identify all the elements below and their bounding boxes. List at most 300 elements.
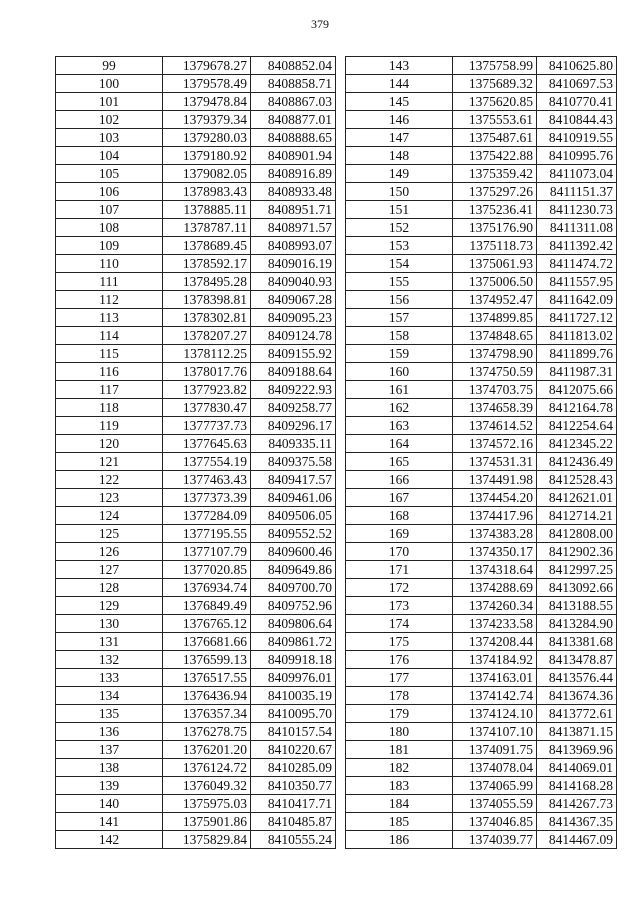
- table-row: [56, 651, 336, 669]
- x-coordinate-cell: 1374288.69: [453, 579, 537, 597]
- point-number-cell: 152: [346, 219, 453, 237]
- x-coordinate-cell: 1378592.17: [163, 255, 251, 273]
- point-number-cell: 126: [56, 543, 163, 561]
- y-coordinate-cell: 8410157.54: [251, 723, 336, 741]
- x-coordinate-cell: 1376681.66: [163, 633, 251, 651]
- y-coordinate-cell: 8411987.31: [537, 363, 617, 381]
- point-number-cell: 174: [346, 615, 453, 633]
- table-row: [346, 165, 617, 183]
- table-row: [56, 633, 336, 651]
- y-coordinate-cell: 8409296.17: [251, 417, 336, 435]
- x-coordinate-cell: 1374350.17: [453, 543, 537, 561]
- x-coordinate-cell: 1377645.63: [163, 435, 251, 453]
- y-coordinate-cell: 8409222.93: [251, 381, 336, 399]
- table-row: [346, 723, 617, 741]
- coordinates-table-left-body: [56, 57, 336, 849]
- point-number-cell: 153: [346, 237, 453, 255]
- x-coordinate-cell: 1375236.41: [453, 201, 537, 219]
- table-row: [56, 525, 336, 543]
- table-row: [346, 417, 617, 435]
- x-coordinate-cell: 1378302.81: [163, 309, 251, 327]
- x-coordinate-cell: 1374703.75: [453, 381, 537, 399]
- x-coordinate-cell: 1378398.81: [163, 291, 251, 309]
- y-coordinate-cell: 8410844.43: [537, 111, 617, 129]
- point-number-cell: 176: [346, 651, 453, 669]
- point-number-cell: 110: [56, 255, 163, 273]
- table-row: [346, 543, 617, 561]
- point-number-cell: 146: [346, 111, 453, 129]
- y-coordinate-cell: 8409752.96: [251, 597, 336, 615]
- table-row: [346, 219, 617, 237]
- table-row: [346, 183, 617, 201]
- table-row: [346, 93, 617, 111]
- table-row: [56, 345, 336, 363]
- x-coordinate-cell: 1378207.27: [163, 327, 251, 345]
- x-coordinate-cell: 1374899.85: [453, 309, 537, 327]
- y-coordinate-cell: 8413381.68: [537, 633, 617, 651]
- x-coordinate-cell: 1375689.32: [453, 75, 537, 93]
- y-coordinate-cell: 8414467.09: [537, 831, 617, 849]
- table-row: [56, 273, 336, 291]
- point-number-cell: 131: [56, 633, 163, 651]
- y-coordinate-cell: 8411474.72: [537, 255, 617, 273]
- table-row: [56, 579, 336, 597]
- table-row: [56, 777, 336, 795]
- x-coordinate-cell: 1378112.25: [163, 345, 251, 363]
- table-row: [56, 327, 336, 345]
- x-coordinate-cell: 1375620.85: [453, 93, 537, 111]
- x-coordinate-cell: 1374454.20: [453, 489, 537, 507]
- y-coordinate-cell: 8410697.53: [537, 75, 617, 93]
- y-coordinate-cell: 8408971.57: [251, 219, 336, 237]
- x-coordinate-cell: 1374046.85: [453, 813, 537, 831]
- y-coordinate-cell: 8408888.65: [251, 129, 336, 147]
- point-number-cell: 172: [346, 579, 453, 597]
- x-coordinate-cell: 1374124.10: [453, 705, 537, 723]
- y-coordinate-cell: 8410285.09: [251, 759, 336, 777]
- y-coordinate-cell: 8409976.01: [251, 669, 336, 687]
- table-row: [56, 687, 336, 705]
- y-coordinate-cell: 8409258.77: [251, 399, 336, 417]
- x-coordinate-cell: 1376124.72: [163, 759, 251, 777]
- table-row: [56, 93, 336, 111]
- y-coordinate-cell: 8412997.25: [537, 561, 617, 579]
- point-number-cell: 135: [56, 705, 163, 723]
- point-number-cell: 148: [346, 147, 453, 165]
- x-coordinate-cell: 1379478.84: [163, 93, 251, 111]
- point-number-cell: 177: [346, 669, 453, 687]
- y-coordinate-cell: 8413969.96: [537, 741, 617, 759]
- table-row: [56, 219, 336, 237]
- point-number-cell: 156: [346, 291, 453, 309]
- x-coordinate-cell: 1375975.03: [163, 795, 251, 813]
- point-number-cell: 160: [346, 363, 453, 381]
- x-coordinate-cell: 1379082.05: [163, 165, 251, 183]
- coordinates-table-right: [345, 56, 617, 849]
- point-number-cell: 141: [56, 813, 163, 831]
- y-coordinate-cell: 8408933.48: [251, 183, 336, 201]
- table-row: [346, 507, 617, 525]
- y-coordinate-cell: 8409861.72: [251, 633, 336, 651]
- point-number-cell: 184: [346, 795, 453, 813]
- y-coordinate-cell: 8409506.05: [251, 507, 336, 525]
- x-coordinate-cell: 1375487.61: [453, 129, 537, 147]
- y-coordinate-cell: 8408858.71: [251, 75, 336, 93]
- y-coordinate-cell: 8413674.36: [537, 687, 617, 705]
- x-coordinate-cell: 1378885.11: [163, 201, 251, 219]
- y-coordinate-cell: 8412621.01: [537, 489, 617, 507]
- table-row: [56, 147, 336, 165]
- y-coordinate-cell: 8411813.02: [537, 327, 617, 345]
- x-coordinate-cell: 1377554.19: [163, 453, 251, 471]
- x-coordinate-cell: 1374142.74: [453, 687, 537, 705]
- point-number-cell: 106: [56, 183, 163, 201]
- x-coordinate-cell: 1374107.10: [453, 723, 537, 741]
- x-coordinate-cell: 1376278.75: [163, 723, 251, 741]
- y-coordinate-cell: 8409375.58: [251, 453, 336, 471]
- table-row: [346, 633, 617, 651]
- table-row: [346, 453, 617, 471]
- point-number-cell: 130: [56, 615, 163, 633]
- x-coordinate-cell: 1374318.64: [453, 561, 537, 579]
- point-number-cell: 134: [56, 687, 163, 705]
- x-coordinate-cell: 1375297.26: [453, 183, 537, 201]
- x-coordinate-cell: 1376436.94: [163, 687, 251, 705]
- table-row: [56, 723, 336, 741]
- y-coordinate-cell: 8412714.21: [537, 507, 617, 525]
- point-number-cell: 104: [56, 147, 163, 165]
- x-coordinate-cell: 1374383.28: [453, 525, 537, 543]
- table-row: [346, 579, 617, 597]
- point-number-cell: 114: [56, 327, 163, 345]
- point-number-cell: 151: [346, 201, 453, 219]
- table-row: [346, 327, 617, 345]
- point-number-cell: 157: [346, 309, 453, 327]
- point-number-cell: 121: [56, 453, 163, 471]
- point-number-cell: 116: [56, 363, 163, 381]
- x-coordinate-cell: 1375422.88: [453, 147, 537, 165]
- y-coordinate-cell: 8408993.07: [251, 237, 336, 255]
- x-coordinate-cell: 1379280.03: [163, 129, 251, 147]
- table-row: [56, 435, 336, 453]
- table-row: [346, 309, 617, 327]
- x-coordinate-cell: 1374078.04: [453, 759, 537, 777]
- table-row: [56, 597, 336, 615]
- x-coordinate-cell: 1376849.49: [163, 597, 251, 615]
- table-row: [56, 669, 336, 687]
- table-row: [56, 291, 336, 309]
- table-row: [56, 741, 336, 759]
- table-row: [346, 813, 617, 831]
- point-number-cell: 175: [346, 633, 453, 651]
- table-row: [346, 687, 617, 705]
- point-number-cell: 118: [56, 399, 163, 417]
- table-row: [56, 561, 336, 579]
- x-coordinate-cell: 1374572.16: [453, 435, 537, 453]
- page-number: 379: [311, 17, 329, 31]
- point-number-cell: 179: [346, 705, 453, 723]
- point-number-cell: 150: [346, 183, 453, 201]
- table-row: [346, 345, 617, 363]
- y-coordinate-cell: 8413871.15: [537, 723, 617, 741]
- table-row: [56, 111, 336, 129]
- point-number-cell: 127: [56, 561, 163, 579]
- x-coordinate-cell: 1377284.09: [163, 507, 251, 525]
- y-coordinate-cell: 8410625.80: [537, 57, 617, 75]
- x-coordinate-cell: 1376517.55: [163, 669, 251, 687]
- y-coordinate-cell: 8409806.64: [251, 615, 336, 633]
- y-coordinate-cell: 8413772.61: [537, 705, 617, 723]
- point-number-cell: 133: [56, 669, 163, 687]
- x-coordinate-cell: 1375553.61: [453, 111, 537, 129]
- point-number-cell: 140: [56, 795, 163, 813]
- table-row: [56, 471, 336, 489]
- y-coordinate-cell: 8412902.36: [537, 543, 617, 561]
- point-number-cell: 103: [56, 129, 163, 147]
- point-number-cell: 105: [56, 165, 163, 183]
- x-coordinate-cell: 1374065.99: [453, 777, 537, 795]
- point-number-cell: 183: [346, 777, 453, 795]
- x-coordinate-cell: 1379578.49: [163, 75, 251, 93]
- point-number-cell: 129: [56, 597, 163, 615]
- x-coordinate-cell: 1375006.50: [453, 273, 537, 291]
- coordinates-table-right-body: [346, 57, 617, 849]
- table-row: [346, 129, 617, 147]
- x-coordinate-cell: 1379678.27: [163, 57, 251, 75]
- x-coordinate-cell: 1376765.12: [163, 615, 251, 633]
- y-coordinate-cell: 8409124.78: [251, 327, 336, 345]
- y-coordinate-cell: 8408916.89: [251, 165, 336, 183]
- y-coordinate-cell: 8409461.06: [251, 489, 336, 507]
- x-coordinate-cell: 1375176.90: [453, 219, 537, 237]
- x-coordinate-cell: 1374798.90: [453, 345, 537, 363]
- y-coordinate-cell: 8411727.12: [537, 309, 617, 327]
- y-coordinate-cell: 8412075.66: [537, 381, 617, 399]
- x-coordinate-cell: 1377195.55: [163, 525, 251, 543]
- point-number-cell: 123: [56, 489, 163, 507]
- point-number-cell: 128: [56, 579, 163, 597]
- y-coordinate-cell: 8413576.44: [537, 669, 617, 687]
- y-coordinate-cell: 8411311.08: [537, 219, 617, 237]
- point-number-cell: 99: [56, 57, 163, 75]
- table-row: [56, 75, 336, 93]
- y-coordinate-cell: 8413188.55: [537, 597, 617, 615]
- x-coordinate-cell: 1374260.34: [453, 597, 537, 615]
- x-coordinate-cell: 1374848.65: [453, 327, 537, 345]
- y-coordinate-cell: 8411899.76: [537, 345, 617, 363]
- y-coordinate-cell: 8409417.57: [251, 471, 336, 489]
- table-row: [346, 435, 617, 453]
- table-row: [346, 363, 617, 381]
- table-row: [346, 273, 617, 291]
- table-row: [346, 399, 617, 417]
- table-row: [346, 381, 617, 399]
- table-row: [346, 471, 617, 489]
- table-row: [56, 381, 336, 399]
- point-number-cell: 161: [346, 381, 453, 399]
- x-coordinate-cell: 1377830.47: [163, 399, 251, 417]
- y-coordinate-cell: 8411151.37: [537, 183, 617, 201]
- x-coordinate-cell: 1378017.76: [163, 363, 251, 381]
- table-row: [56, 309, 336, 327]
- table-row: [346, 759, 617, 777]
- x-coordinate-cell: 1377107.79: [163, 543, 251, 561]
- x-coordinate-cell: 1374952.47: [453, 291, 537, 309]
- x-coordinate-cell: 1374491.98: [453, 471, 537, 489]
- point-number-cell: 102: [56, 111, 163, 129]
- y-coordinate-cell: 8409552.52: [251, 525, 336, 543]
- point-number-cell: 186: [346, 831, 453, 849]
- point-number-cell: 163: [346, 417, 453, 435]
- x-coordinate-cell: 1376201.20: [163, 741, 251, 759]
- table-row: [346, 237, 617, 255]
- y-coordinate-cell: 8410417.71: [251, 795, 336, 813]
- point-number-cell: 138: [56, 759, 163, 777]
- table-row: [56, 759, 336, 777]
- y-coordinate-cell: 8408877.01: [251, 111, 336, 129]
- y-coordinate-cell: 8408901.94: [251, 147, 336, 165]
- coordinates-table-left: [55, 56, 336, 849]
- x-coordinate-cell: 1375359.42: [453, 165, 537, 183]
- point-number-cell: 111: [56, 273, 163, 291]
- y-coordinate-cell: 8410350.77: [251, 777, 336, 795]
- point-number-cell: 139: [56, 777, 163, 795]
- x-coordinate-cell: 1377020.85: [163, 561, 251, 579]
- table-row: [346, 831, 617, 849]
- table-row: [56, 543, 336, 561]
- y-coordinate-cell: 8411392.42: [537, 237, 617, 255]
- x-coordinate-cell: 1376934.74: [163, 579, 251, 597]
- x-coordinate-cell: 1374614.52: [453, 417, 537, 435]
- y-coordinate-cell: 8414069.01: [537, 759, 617, 777]
- point-number-cell: 109: [56, 237, 163, 255]
- y-coordinate-cell: 8409155.92: [251, 345, 336, 363]
- table-row: [56, 363, 336, 381]
- x-coordinate-cell: 1374208.44: [453, 633, 537, 651]
- x-coordinate-cell: 1377463.43: [163, 471, 251, 489]
- point-number-cell: 173: [346, 597, 453, 615]
- point-number-cell: 167: [346, 489, 453, 507]
- table-row: [56, 417, 336, 435]
- point-number-cell: 101: [56, 93, 163, 111]
- y-coordinate-cell: 8410035.19: [251, 687, 336, 705]
- table-row: [56, 705, 336, 723]
- x-coordinate-cell: 1374531.31: [453, 453, 537, 471]
- y-coordinate-cell: 8414367.35: [537, 813, 617, 831]
- y-coordinate-cell: 8412528.43: [537, 471, 617, 489]
- point-number-cell: 145: [346, 93, 453, 111]
- y-coordinate-cell: 8410095.70: [251, 705, 336, 723]
- y-coordinate-cell: 8410555.24: [251, 831, 336, 849]
- table-row: [56, 615, 336, 633]
- table-row: [56, 57, 336, 75]
- point-number-cell: 185: [346, 813, 453, 831]
- y-coordinate-cell: 8409188.64: [251, 363, 336, 381]
- table-row: [56, 813, 336, 831]
- x-coordinate-cell: 1378495.28: [163, 273, 251, 291]
- point-number-cell: 155: [346, 273, 453, 291]
- y-coordinate-cell: 8414168.28: [537, 777, 617, 795]
- y-coordinate-cell: 8411230.73: [537, 201, 617, 219]
- y-coordinate-cell: 8412254.64: [537, 417, 617, 435]
- point-number-cell: 142: [56, 831, 163, 849]
- x-coordinate-cell: 1374055.59: [453, 795, 537, 813]
- x-coordinate-cell: 1374091.75: [453, 741, 537, 759]
- point-number-cell: 165: [346, 453, 453, 471]
- y-coordinate-cell: 8410485.87: [251, 813, 336, 831]
- x-coordinate-cell: 1378689.45: [163, 237, 251, 255]
- table-row: [56, 507, 336, 525]
- x-coordinate-cell: 1374750.59: [453, 363, 537, 381]
- table-row: [56, 795, 336, 813]
- x-coordinate-cell: 1375758.99: [453, 57, 537, 75]
- x-coordinate-cell: 1374233.58: [453, 615, 537, 633]
- table-row: [346, 561, 617, 579]
- point-number-cell: 117: [56, 381, 163, 399]
- x-coordinate-cell: 1379379.34: [163, 111, 251, 129]
- point-number-cell: 113: [56, 309, 163, 327]
- y-coordinate-cell: 8413284.90: [537, 615, 617, 633]
- table-row: [346, 615, 617, 633]
- x-coordinate-cell: 1375061.93: [453, 255, 537, 273]
- table-row: [346, 57, 617, 75]
- x-coordinate-cell: 1377737.73: [163, 417, 251, 435]
- x-coordinate-cell: 1375829.84: [163, 831, 251, 849]
- y-coordinate-cell: 8409918.18: [251, 651, 336, 669]
- table-row: [56, 831, 336, 849]
- x-coordinate-cell: 1374163.01: [453, 669, 537, 687]
- point-number-cell: 158: [346, 327, 453, 345]
- x-coordinate-cell: 1376599.13: [163, 651, 251, 669]
- y-coordinate-cell: 8410220.67: [251, 741, 336, 759]
- y-coordinate-cell: 8408852.04: [251, 57, 336, 75]
- point-number-cell: 125: [56, 525, 163, 543]
- y-coordinate-cell: 8412164.78: [537, 399, 617, 417]
- table-row: [346, 489, 617, 507]
- point-number-cell: 168: [346, 507, 453, 525]
- table-row: [56, 255, 336, 273]
- x-coordinate-cell: 1375118.73: [453, 237, 537, 255]
- y-coordinate-cell: 8411073.04: [537, 165, 617, 183]
- y-coordinate-cell: 8409600.46: [251, 543, 336, 561]
- y-coordinate-cell: 8411642.09: [537, 291, 617, 309]
- point-number-cell: 108: [56, 219, 163, 237]
- point-number-cell: 181: [346, 741, 453, 759]
- y-coordinate-cell: 8409335.11: [251, 435, 336, 453]
- point-number-cell: 170: [346, 543, 453, 561]
- table-row: [346, 669, 617, 687]
- point-number-cell: 166: [346, 471, 453, 489]
- y-coordinate-cell: 8410770.41: [537, 93, 617, 111]
- point-number-cell: 180: [346, 723, 453, 741]
- point-number-cell: 169: [346, 525, 453, 543]
- table-row: [346, 201, 617, 219]
- x-coordinate-cell: 1374658.39: [453, 399, 537, 417]
- point-number-cell: 132: [56, 651, 163, 669]
- table-row: [346, 75, 617, 93]
- point-number-cell: 144: [346, 75, 453, 93]
- y-coordinate-cell: 8409095.23: [251, 309, 336, 327]
- table-row: [346, 777, 617, 795]
- table-row: [346, 525, 617, 543]
- table-row: [346, 741, 617, 759]
- y-coordinate-cell: 8410919.55: [537, 129, 617, 147]
- point-number-cell: 137: [56, 741, 163, 759]
- point-number-cell: 162: [346, 399, 453, 417]
- table-row: [56, 165, 336, 183]
- table-row: [346, 291, 617, 309]
- table-row: [56, 453, 336, 471]
